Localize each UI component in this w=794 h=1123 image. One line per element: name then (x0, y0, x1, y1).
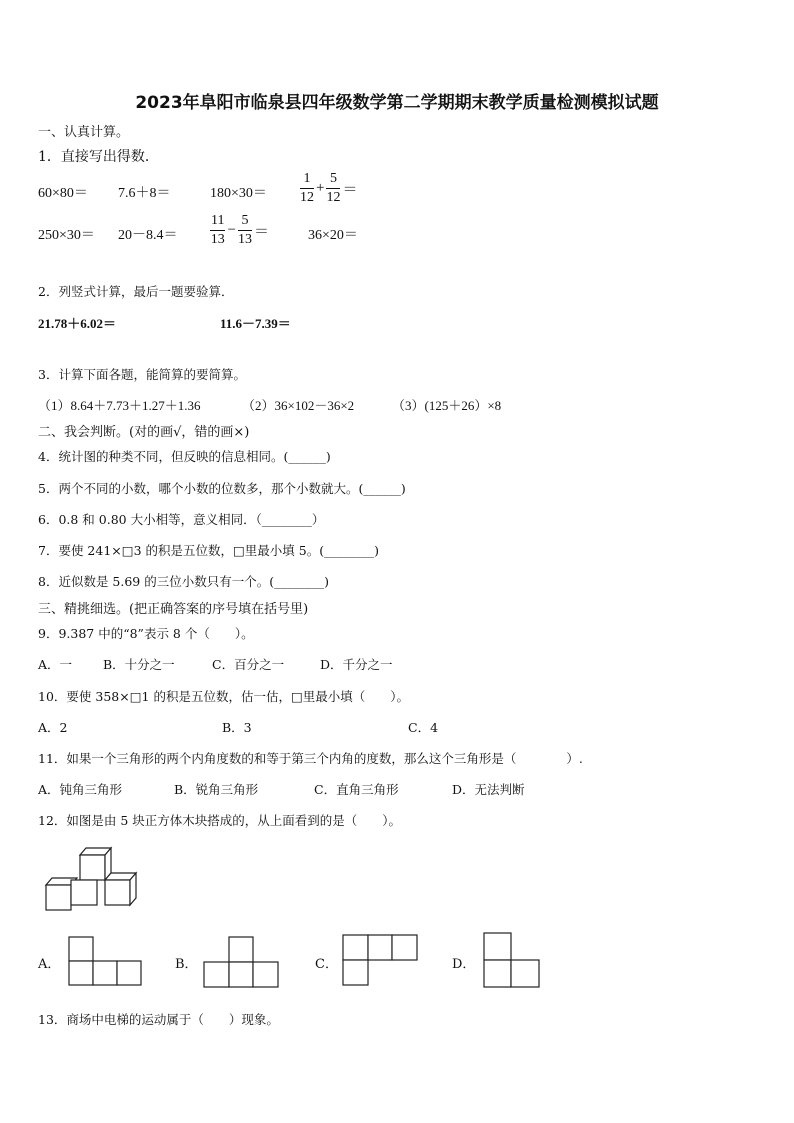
q11-option-a: A．钝角三角形 (38, 782, 123, 797)
fraction-denominator: 12 (300, 190, 314, 205)
q12-option-d-figure (483, 932, 541, 988)
q12-option-c-label: C． (315, 957, 338, 972)
question-12-title: 12．如图是由 5 块正方体木块搭成的，从上面看到的是（ ）。 (38, 813, 402, 828)
q9-option-a: A．一 (38, 657, 73, 672)
calc-1c: 180×30＝ (210, 186, 267, 201)
equals-sign: ＝ (253, 224, 269, 240)
fraction-numerator: 11 (210, 214, 225, 231)
calc-simplify-2: （2）36×102－36×2 (242, 398, 355, 413)
equals-sign: ＝ (342, 182, 358, 198)
question-10-title: 10．要使 358×□1 的积是五位数，估一估，□里最小填（ ）。 (38, 689, 410, 704)
calc-simplify-3: （3）(125＋26）×8 (392, 398, 502, 413)
q11-option-d: D．无法判断 (452, 782, 525, 797)
question-8: 8．近似数是 5.69 的三位小数只有一个。(________) (38, 574, 329, 589)
q12-option-d-label: D． (452, 957, 476, 972)
fraction-denominator: 12 (326, 190, 341, 205)
question-5: 5．两个不同的小数，哪个小数的位数多，那个小数就大。(______) (38, 481, 406, 496)
section-1-heading: 一、认真计算。 (38, 125, 130, 140)
question-4: 4．统计图的种类不同，但反映的信息相同。(______) (38, 449, 331, 464)
fraction-denominator: 13 (237, 232, 252, 247)
fraction (210, 214, 225, 247)
calc-2c-fraction-expression (210, 214, 269, 247)
cube-stack-figure (44, 846, 140, 912)
fraction (326, 172, 340, 205)
q10-option-b: B．3 (222, 720, 252, 735)
fraction-numerator: 5 (326, 172, 340, 189)
calc-2a: 250×30＝ (38, 228, 95, 243)
calc-1b: 7.6＋8＝ (118, 186, 171, 201)
operator: + (316, 180, 325, 196)
calc-simplify-1: （1）8.64＋7.73＋1.27＋1.36 (38, 398, 201, 413)
section-3-heading: 三、精挑细选。(把正确答案的序号填在括号里) (38, 602, 309, 617)
fraction-denominator: 13 (210, 232, 225, 247)
fraction-numerator: 5 (238, 214, 252, 231)
q10-option-c: C．4 (408, 720, 439, 735)
q12-option-c-figure (342, 934, 418, 986)
q9-option-d: D．千分之一 (320, 657, 393, 672)
calc-1d-fraction-expression (300, 172, 357, 205)
q12-option-b-label: B． (175, 957, 198, 972)
calc-2b: 20－8.4＝ (118, 228, 178, 243)
q10-option-a: A．2 (38, 720, 68, 735)
question-3-title: 3．计算下面各题，能简算的要简算。 (38, 367, 246, 382)
page-title: 2023年阜阳市临泉县四年级数学第二学期期末教学质量检测模拟试题 (135, 93, 659, 113)
question-7: 7．要使 241×□3 的积是五位数，□里最小填 5。(________) (38, 543, 379, 558)
question-9-title: 9．9.387 中的“8”表示 8 个（ ）。 (38, 626, 254, 641)
question-13: 13．商场中电梯的运动属于（ ）现象。 (38, 1012, 279, 1027)
calc-1a: 60×80＝ (38, 186, 88, 201)
q9-option-c: C．百分之一 (212, 657, 285, 672)
calc-vertical-a: 21.78＋6.02＝ (38, 316, 117, 331)
question-2-title: 2．列竖式计算，最后一题要验算． (38, 284, 234, 299)
calc-vertical-b: 11.6－7.39＝ (220, 316, 291, 331)
q12-option-a-figure (68, 936, 142, 986)
fraction (238, 214, 252, 247)
question-6: 6．0.8 和 0.80 大小相等，意义相同．（________） (38, 512, 325, 527)
fraction (300, 172, 314, 205)
question-11-title: 11．如果一个三角形的两个内角度数的和等于第三个内角的度数，那么这个三角形是（ ）. (38, 751, 583, 766)
section-2-heading: 二、我会判断。(对的画√，错的画×) (38, 425, 250, 440)
q9-option-b: B．十分之一 (103, 657, 175, 672)
calc-2d: 36×20＝ (308, 228, 358, 243)
q12-option-a-label: A． (38, 957, 61, 972)
q11-option-b: B．锐角三角形 (174, 782, 259, 797)
q11-option-c: C．直角三角形 (314, 782, 399, 797)
question-1-title: 1．直接写出得数． (38, 149, 159, 165)
q12-option-b-figure (203, 936, 279, 988)
operator: − (227, 222, 236, 238)
fraction-numerator: 1 (300, 172, 314, 189)
